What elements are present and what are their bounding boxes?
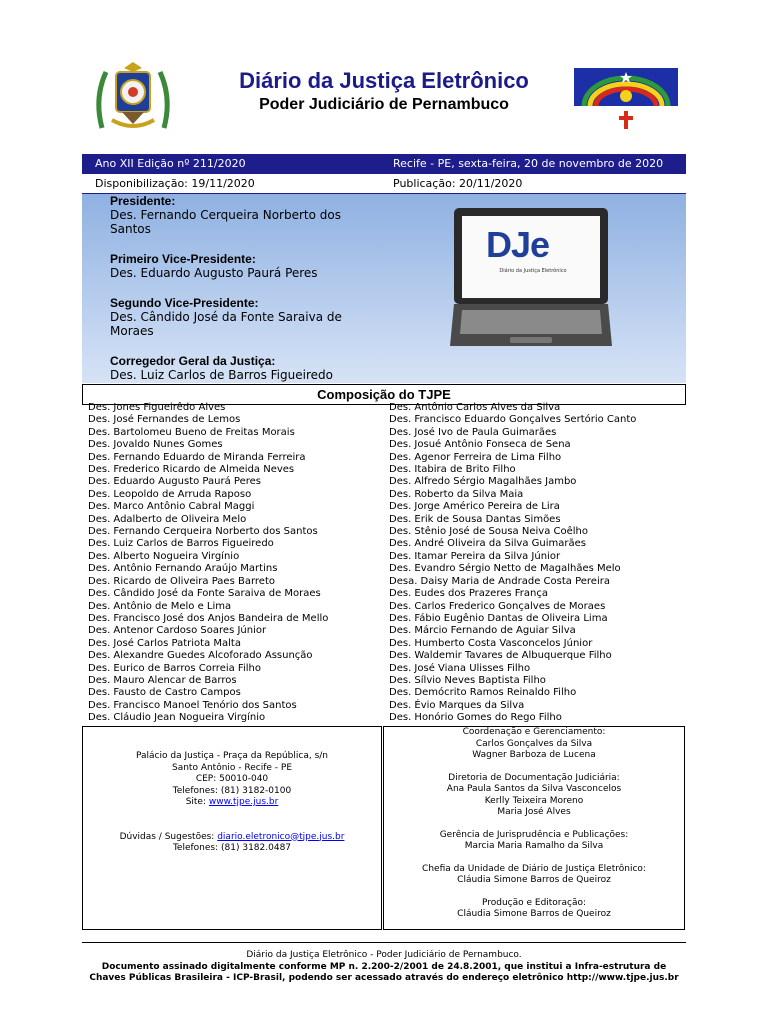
staff-title: Coordenação e Gerenciamento: <box>462 727 606 737</box>
judge-name: Des. Eduardo Augusto Paurá Peres <box>88 476 261 488</box>
judge-name: Des. Fábio Eugênio Dantas de Oliveira Lima <box>389 612 608 624</box>
judge-name: Des. Evandro Sérgio Netto de Magalhães Melo <box>389 563 621 575</box>
availability-date: Disponibilização: 19/11/2020 <box>95 177 255 190</box>
address-line: Santo Antônio - Recife - PE <box>171 762 293 773</box>
phone2: Telefones: (81) 3182.0487 <box>172 843 292 853</box>
judges-list-right <box>389 402 689 725</box>
judge-name: Des. Francisco Manoel Tenório dos Santos <box>88 699 297 711</box>
staff-title: Gerência de Jurisprudência e Publicações: <box>439 829 629 840</box>
judge-name: Des. Jovaldo Nunes Gomes <box>88 439 223 451</box>
officer-name: Des. Luiz Carlos de Barros Figueiredo <box>110 368 333 382</box>
staff-block <box>384 727 684 762</box>
judge-name: Des. Fernando Eduardo de Miranda Ferreira <box>88 451 306 463</box>
judge-name: Des. Alexandre Guedes Alcoforado Assunção <box>88 650 313 662</box>
officer-role: Corregedor Geral da Justiça: <box>110 354 276 368</box>
judge-name: Des. Eurico de Barros Correia Filho <box>88 662 261 674</box>
officer-name: Des. Eduardo Augusto Paurá Peres <box>110 266 318 280</box>
staff-name: Ana Paula Santos da Silva Vasconcelos <box>446 784 622 794</box>
publication-date: Publicação: 20/11/2020 <box>393 177 523 190</box>
judge-name: Des. Antenor Cardoso Soares Júnior <box>88 625 267 637</box>
staff-name: Maria José Alves <box>497 807 571 817</box>
judge-name: Des. Cândido José da Fonte Saraiva de Moraes <box>88 588 321 600</box>
judge-name: Des. Carlos Frederico Gonçalves de Moraes <box>389 600 606 612</box>
judge-name: Des. Mauro Alencar de Barros <box>88 674 237 686</box>
staff-list <box>384 727 684 921</box>
officer-role: Segundo Vice-Presidente: <box>110 296 259 310</box>
address-line: Palácio da Justiça - Praça da República, s/n <box>136 751 328 761</box>
judge-name: Des. Francisco José dos Anjos Bandeira de Mello <box>88 612 329 624</box>
officer-role: Presidente: <box>110 194 176 208</box>
judge-name: Des. Josué Antônio Fonseca de Sena <box>389 439 571 451</box>
doubts-row <box>83 832 381 844</box>
judge-name: Des. José Fernandes de Lemos <box>88 414 241 426</box>
dates-row <box>82 174 686 194</box>
judge-name: Des. Humberto Costa Vasconcelos Júnior <box>389 637 593 649</box>
pernambuco-flag-icon <box>574 68 678 132</box>
staff-box <box>383 726 685 930</box>
staff-name: Wagner Barboza de Lucena <box>472 750 596 760</box>
judge-name: Des. Alberto Nogueira Virgínio <box>88 550 240 562</box>
judge-name: Des. Cláudio Jean Nogueira Virgínio <box>88 712 266 724</box>
officer-name: Des. Cândido José da Fonte Saraiva de Moraes <box>110 310 342 338</box>
officer-role: Primeiro Vice-Presidente: <box>110 252 256 266</box>
judges-list-left <box>88 402 378 725</box>
edition-bar <box>82 154 686 174</box>
contact-box <box>82 726 382 930</box>
judge-name: Des. Waldemir Tavares de Albuquerque Filho <box>389 650 612 662</box>
edition-date: Recife - PE, sexta-feira, 20 de novembro de 2020 <box>393 157 664 170</box>
edition-number: Ano XII Edição nº 211/2020 <box>95 157 246 170</box>
composition-title: Composição do TJPE <box>82 384 686 405</box>
judge-name: Des. Luiz Carlos de Barros Figueiredo <box>88 538 274 550</box>
dje-logo: DJe <box>486 224 550 265</box>
judge-name: Des. Itabira de Brito Filho <box>389 464 516 476</box>
staff-name: Cláudia Simone Barros de Queiroz <box>457 875 611 885</box>
judge-name: Des. Stênio José de Sousa Neiva Coêlho <box>389 526 588 538</box>
judge-name: Des. Évio Marques da Silva <box>389 699 525 711</box>
judge-name: Des. Fernando Cerqueira Norberto dos Santos <box>88 526 318 538</box>
staff-name: Marcia Maria Ramalho da Silva <box>464 841 604 851</box>
judge-name: Des. Antônio de Melo e Lima <box>88 600 232 612</box>
staff-title: Chefia da Unidade de Diário de Justiça Eletrônico: <box>422 863 646 874</box>
judge-name: Des. André Oliveira da Silva Guimarães <box>389 538 586 550</box>
judge-name: Des. Fausto de Castro Campos <box>88 687 241 699</box>
judge-name: Des. Itamar Pereira da Silva Júnior <box>389 550 561 562</box>
judge-name: Des. Erik de Sousa Dantas Simões <box>389 513 561 525</box>
judge-name: Des. Antônio Fernando Araújo Martins <box>88 563 278 575</box>
judge-name: Des. Roberto da Silva Maia <box>389 488 524 500</box>
judge-name: Des. Antônio Carlos Alves da Silva <box>389 402 561 413</box>
judge-name: Des. José Viana Ulisses Filho <box>389 662 531 674</box>
doubts-email-link[interactable]: diario.eletronico@tjpe.jus.br <box>217 831 345 842</box>
judge-name: Desa. Daisy Maria de Andrade Costa Pereira <box>389 575 610 587</box>
officer-corregedor <box>110 354 350 382</box>
staff-title: Produção e Editoração: <box>481 897 587 908</box>
judge-name: Des. Leopoldo de Arruda Raposo <box>88 488 252 500</box>
cep: CEP: 50010-040 <box>195 774 269 784</box>
site-row <box>83 797 381 809</box>
staff-block <box>384 773 684 819</box>
judge-name: Des. Bartolomeu Bueno de Freitas Morais <box>88 426 295 438</box>
officer-name: Des. Fernando Cerqueira Norberto dos Santos <box>110 208 341 236</box>
staff-title: Diretoria de Documentação Judiciária: <box>448 772 620 783</box>
staff-block <box>384 864 684 887</box>
phone: Telefones: (81) 3182-0100 <box>172 785 292 796</box>
footer <box>0 950 768 985</box>
officer-second-vice <box>110 296 350 338</box>
judge-name: Des. Marco Antônio Cabral Maggi <box>88 501 255 513</box>
judge-name: Des. Frederico Ricardo de Almeida Neves <box>88 464 295 476</box>
doubts-label: Dúvidas / Sugestões: <box>119 831 218 842</box>
judge-name: Des. Eudes dos Prazeres França <box>389 588 548 600</box>
judge-name: Des. Jorge Américo Pereira de Lira <box>389 501 560 513</box>
judge-name: Des. Agenor Ferreira de Lima Filho <box>389 451 562 463</box>
page-subtitle: Poder Judiciário de Pernambuco <box>259 96 509 113</box>
site-link[interactable]: www.tjpe.jus.br <box>208 797 279 807</box>
staff-name: Kerlly Teixeira Moreno <box>484 795 584 806</box>
judge-name: Des. Jones Figueirêdo Alves <box>88 402 226 413</box>
dje-caption: Diário da Justiça Eletrônico <box>499 268 567 274</box>
judge-name: Des. Alfredo Sérgio Magalhães Jambo <box>389 476 577 488</box>
site-label: Site: <box>185 797 209 807</box>
judge-name: Des. Sílvio Neves Baptista Filho <box>389 674 546 686</box>
judge-name: Des. José Carlos Patriota Malta <box>88 637 241 649</box>
judge-name: Des. Ricardo de Oliveira Paes Barreto <box>88 575 275 587</box>
staff-name: Carlos Gonçalves da Silva <box>475 738 593 749</box>
judge-name: Des. Márcio Fernando de Aguiar Silva <box>389 625 576 637</box>
judge-name: Des. Demócrito Ramos Reinaldo Filho <box>389 687 577 699</box>
officer-first-vice <box>110 252 350 280</box>
staff-name: Cláudia Simone Barros de Queiroz <box>457 909 611 919</box>
footer-line: Documento assinado digitalmente conforme MP n. 2.200-2/2001 de 24.8.2001, que institui a Infra-estrutura de <box>101 961 667 972</box>
judge-name: Des. José Ivo de Paula Guimarães <box>389 426 557 438</box>
footer-divider <box>82 942 686 943</box>
judge-name: Des. Adalberto de Oliveira Melo <box>88 513 247 525</box>
staff-block <box>384 830 684 853</box>
footer-line: Chaves Públicas Brasileira - ICP-Brasil, podendo ser acessado através do endereço eletrônico http://www.tjpe.jus.br <box>89 973 679 983</box>
page-title: Diário da Justiça Eletrônico <box>239 68 529 93</box>
officer-president <box>110 194 350 236</box>
judge-name: Des. Honório Gomes do Rego Filho <box>389 712 562 724</box>
judge-name: Des. Francisco Eduardo Gonçalves Sertório Canto <box>389 414 637 426</box>
footer-line: Diário da Justiça Eletrônico - Poder Judiciário de Pernambuco. <box>246 950 522 960</box>
staff-block <box>384 898 684 921</box>
